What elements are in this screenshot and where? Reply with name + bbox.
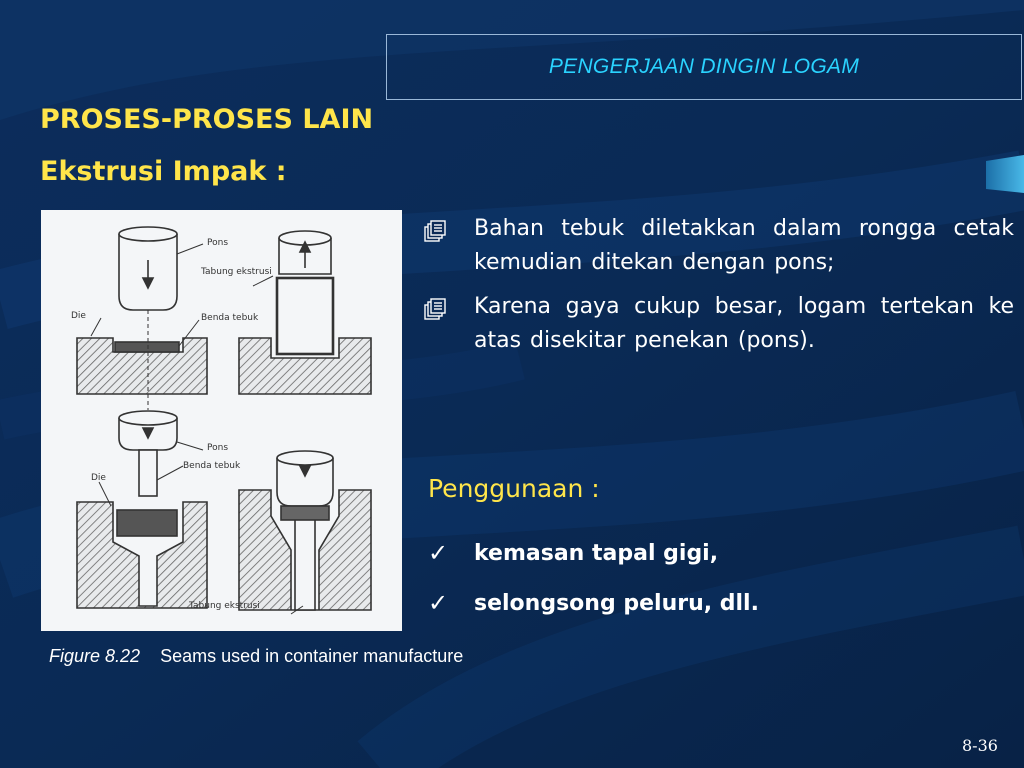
page-number: 8-36: [962, 736, 998, 755]
title-box: [386, 34, 1022, 100]
usage-list: [428, 528, 1018, 628]
label-benda-top: Benda tebuk: [201, 313, 259, 323]
bullet-text: Karena gaya cukup besar, logam tertekan ke atas disekitar penekan (pons).: [474, 294, 1014, 353]
checkmark-icon: ✓: [428, 539, 449, 567]
accent-tab-shape: [986, 155, 1024, 193]
figure-caption-text: Seams used in container manufacture: [160, 646, 464, 666]
bullet-list: [424, 212, 1014, 368]
top-left-setup: [77, 227, 207, 410]
top-right-setup: [239, 231, 371, 394]
slide-title: PENGERJAAN DINGIN LOGAM: [548, 55, 860, 78]
figure-number: Figure 8.22: [49, 646, 141, 666]
usage-item: [428, 528, 1018, 578]
label-tabung-bottom: Tabung ekstrusi: [189, 601, 260, 611]
checkmark-icon: ✓: [428, 589, 449, 617]
document-stack-icon: [424, 212, 474, 246]
label-die-bottom: Die: [91, 473, 106, 483]
document-stack-icon: [424, 290, 474, 324]
usage-item-text: selongsong peluru, dll.: [474, 590, 759, 616]
figure-caption: [49, 644, 481, 668]
bullet-text: Bahan tebuk diletakkan dalam rongga cetak kemudian ditekan dengan pons;: [474, 216, 1014, 275]
bullet-item: [424, 290, 1014, 358]
label-tabung-top: Tabung ekstrusi: [201, 267, 272, 277]
subsection-heading: Ekstrusi Impak :: [40, 156, 287, 187]
section-heading: PROSES-PROSES LAIN: [40, 104, 374, 135]
usage-item: [428, 578, 1018, 628]
impact-extrusion-figure: [41, 210, 402, 631]
label-pons-bottom: Pons: [207, 443, 229, 453]
bottom-left-setup: [77, 411, 207, 608]
bottom-right-setup: [239, 451, 371, 610]
usage-heading: Penggunaan :: [428, 474, 600, 503]
label-die-top: Die: [71, 311, 86, 321]
label-benda-bottom: Benda tebuk: [183, 461, 241, 471]
bullet-item: [424, 212, 1014, 280]
figure-drawing: [41, 210, 402, 631]
label-pons-top: Pons: [207, 238, 229, 248]
usage-item-text: kemasan tapal gigi,: [474, 540, 719, 566]
